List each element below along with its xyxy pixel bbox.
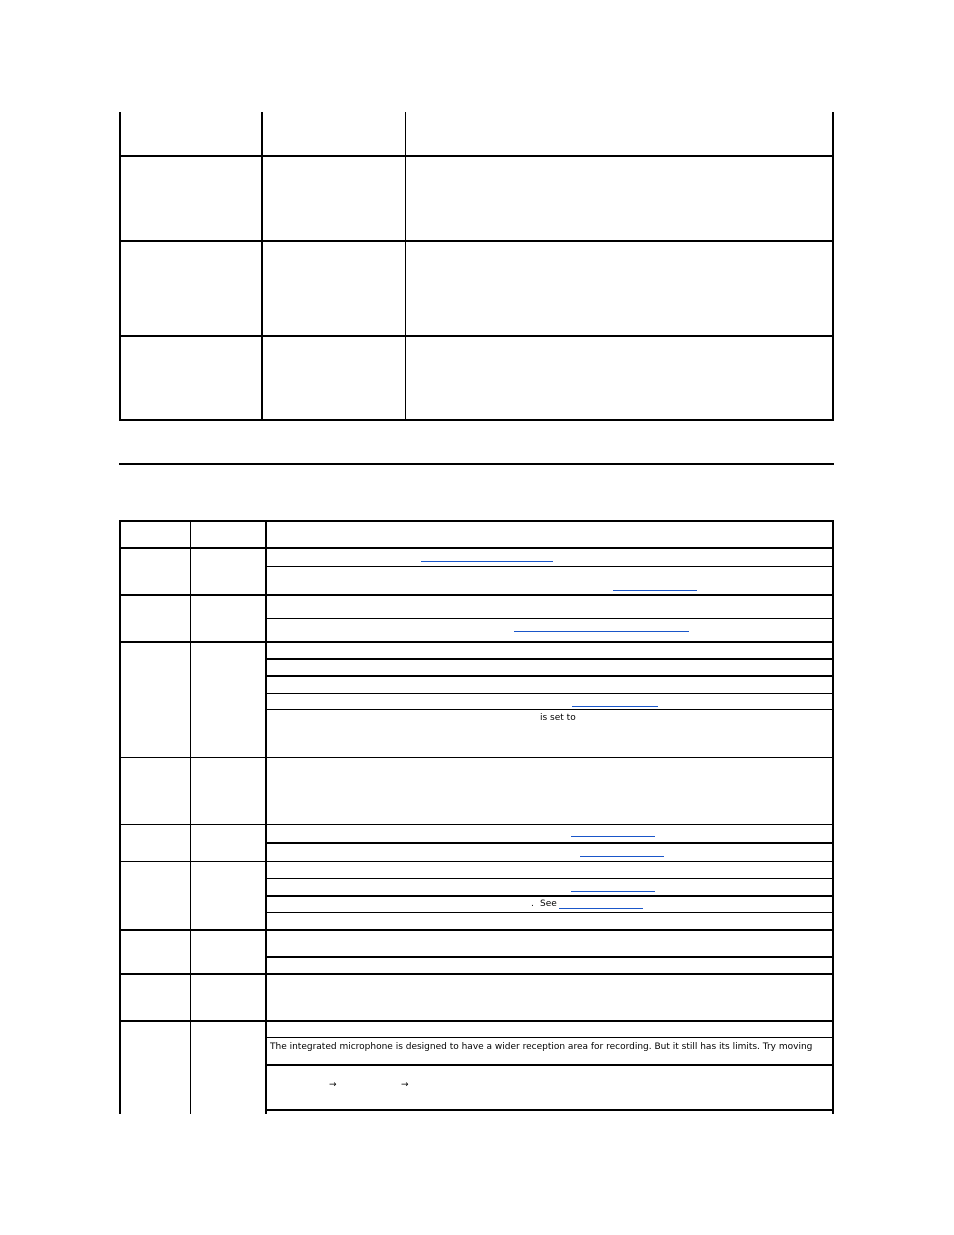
link-underline[interactable] [571,891,655,892]
table1-border-right [832,112,834,421]
table2-col-divider-2 [265,520,267,1114]
table2-row-rule [119,1020,834,1022]
arrow-icon: → [329,1080,337,1090]
link-underline[interactable] [571,836,655,837]
table2-row-rule [119,594,834,596]
arrow-icon: → [401,1080,409,1090]
table2-top-rule [119,520,834,522]
table2-subrow-rule [265,675,834,677]
table1-row-rule [119,240,834,242]
table2-subrow-rule [265,842,834,844]
table1-row-rule [119,155,834,157]
table1-border-left [119,112,121,421]
link-underline[interactable] [572,706,658,707]
see-dot: . [531,899,534,909]
link-underline[interactable] [613,590,697,591]
table2-subrow-rule [265,956,834,958]
table2-subrow-rule [265,709,834,710]
table2-row-rule [119,641,834,643]
table2-subrow-rule [265,618,834,619]
table2-row-rule [119,929,834,931]
table2-subrow-rule [265,566,834,567]
link-underline[interactable] [421,561,553,562]
table2-row-rule [119,824,834,825]
table2-subrow-rule [265,878,834,879]
table2-subrow-rule [265,658,834,660]
table2-row-rule [119,757,834,758]
table2-header-rule [119,547,834,549]
table2-row-rule [119,973,834,975]
microphone-note: The integrated microphone is designed to have a wider reception area for recording. But it still has its limits. Try moving [270,1042,813,1052]
table2-subrow-rule [265,1064,834,1066]
link-underline[interactable] [514,631,689,632]
table2-subrow-rule [265,895,834,897]
link-underline[interactable] [559,908,643,909]
table2-border-right [832,520,834,1114]
section-separator [119,463,834,465]
see-text: See [540,899,557,909]
link-underline[interactable] [580,856,664,857]
table1-bottom-rule [119,419,834,421]
table1-col-divider-1 [261,112,263,421]
table2-subrow-rule [265,693,834,694]
table2-subrow-rule [265,1037,834,1038]
table2-col-divider-1 [190,520,191,1114]
table1-col-divider-2 [405,112,406,421]
table1-row-rule [119,335,834,337]
table2-border-left [119,520,121,1114]
table2-subrow-rule [265,912,834,913]
setting-text: is set to [540,713,576,723]
table2-row-rule [119,861,834,862]
table2-subrow-rule [265,1109,834,1111]
